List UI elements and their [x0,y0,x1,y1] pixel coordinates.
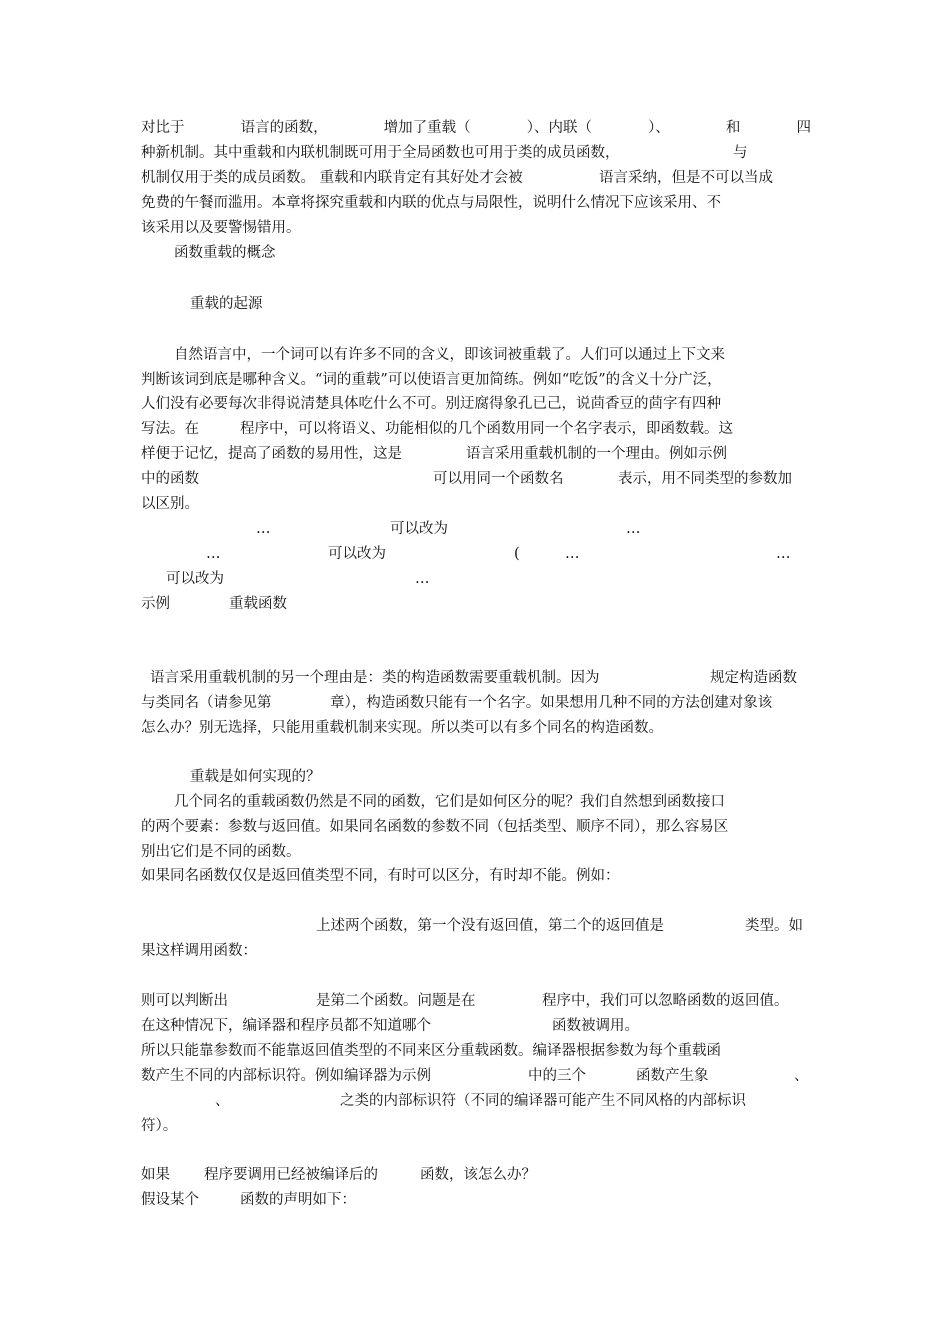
tail-line-2b: 函数的声明如下： [240,1192,356,1208]
impl-line-10b: 中的三个 [528,1068,586,1084]
tail-line-2a: 假设某个 [141,1192,199,1208]
code-change-label: 可以改为 [166,571,224,587]
heading-overload-implementation: 重载是如何实现的？ [190,769,321,785]
ctor-line-1a: 语言采用重载机制的另一个理由是：类的构造函数需要重载机制。因为 [150,670,600,686]
origin-line-5b: 语言采用重载机制的一个理由。例如示例 [466,446,727,462]
impl-line-7c: 程序中，我们可以忽略函数的返回值。 [542,993,789,1009]
impl-line-5a: 上述两个函数，第一个没有返回值，第二个的返回值是 [316,918,664,934]
impl-line-10a: 数产生不同的内部标识符。例如编译器为示例 [141,1068,431,1084]
intro-line-3a: 机制仅用于类的成员函数。 重载和内联肯定有其好处才会被 [141,170,523,186]
text-segment: 四 [796,120,811,136]
code-change-label: 可以改为 [328,546,386,562]
origin-line-5a: 样便于记忆，提高了函数的易用性，这是 [141,446,402,462]
impl-line-4: 如果同名函数仅仅是返回值类型不同，有时可以区分，有时却不能。例如： [141,868,620,884]
tail-line-1c: 函数，该怎么办？ [420,1167,536,1183]
intro-line-2a: 种新机制。其中重载和内联机制既可用于全局函数也可用于类的成员函数， [141,145,620,161]
impl-line-3: 别出它们是不同的函数。 [141,844,301,860]
tail-line-1a: 如果 [141,1167,170,1183]
origin-line-8: 以区别。 [141,496,199,512]
ctor-line-1b: 规定构造函数 [710,670,797,686]
code-ellipsis: … [626,521,641,537]
intro-line-3b: 语言采纳，但是不可以当成 [599,170,773,186]
impl-line-5b: 类型。如 [745,918,803,934]
intro-line-2b: 与 [733,145,748,161]
intro-line-4: 免费的午餐而滥用。本章将探究重载和内联的优点与局限性，说明什么情况下应该采用、不 [141,195,721,211]
example-caption-label: 示例 [141,596,170,612]
text-segment: 增加了重载（ [383,120,471,136]
text-segment: ）、 [648,120,670,136]
impl-line-2: 的两个要素：参数与返回值。如果同名函数的参数不同（包括类型、顺序不同），那么容易区 [141,819,729,835]
code-ellipsis: … [776,546,791,562]
code-ellipsis: … [206,546,221,562]
impl-line-11b: 之类的内部标识符（不同的编译器可能产生不同风格的内部标识 [340,1093,746,1109]
impl-line-12: 符）。 [141,1118,178,1134]
heading-overload-origin: 重载的起源 [190,296,263,312]
intro-line-5: 该采用以及要警惕错用。 [141,220,301,236]
text-segment: 语言的函数， [240,120,328,136]
origin-line-7a: 可以用同一个函数名 [433,471,564,487]
impl-line-11a: 、 [215,1093,230,1109]
impl-line-7a: 则可以判断出 [141,993,228,1009]
text-segment: 对比于 [141,120,185,136]
impl-line-1: 几个同名的重载函数仍然是不同的函数，它们是如何区分的呢？我们自然想到函数接口 [174,794,725,810]
origin-line-4a: 写法。在 [141,421,199,437]
code-ellipsis: … [256,521,271,537]
origin-line-7b: 表示，用不同类型的参数加 [618,471,792,487]
text-segment: 和 [725,120,741,136]
impl-line-9: 所以只能靠参数而不能靠返回值类型的不同来区分重载函数。编译器根据参数为每个重载函 [141,1043,721,1059]
origin-line-6: 中的函数 [141,471,199,487]
text-segment: ）、内联（ [526,120,592,136]
impl-line-7b: 是第二个函数。问题是在 [316,993,476,1009]
example-caption-title: 重载函数 [229,596,287,612]
impl-line-6: 果这样调用函数： [141,943,257,959]
tail-line-1b: 程序要调用已经被编译后的 [204,1167,378,1183]
impl-line-8a: 在这种情况下，编译器和程序员都不知道哪个 [141,1018,431,1034]
ctor-line-2a: 与类同名（请参见第 [141,695,272,711]
code-ellipsis: … [565,546,580,562]
code-paren: ( [514,546,520,562]
origin-line-1: 自然语言中，一个词可以有许多不同的含义，即该词被重载了。人们可以通过上下文来 [174,347,725,363]
impl-line-10c: 函数产生象 [636,1068,709,1084]
origin-line-2: 判断该词到底是哪种含义。“词的重载”可以使语言更加简练。例如“吃饭”的含义十分广泛， [141,372,722,388]
ctor-line-3: 怎么办？别无选择，只能用重载机制来实现。所以类可以有多个同名的构造函数。 [141,720,663,736]
origin-line-3: 人们没有必要每次非得说清楚具体吃什么不可。别迂腐得象孔已己，说茴香豆的茴字有四种 [141,396,721,412]
impl-line-8b: 函数被调用。 [552,1018,639,1034]
code-ellipsis: … [415,571,430,587]
origin-line-4b: 程序中，可以将语义、功能相似的几个函数用同一个名字表示，即函数载。这 [240,421,733,437]
heading-function-overload-concept: 函数重载的概念 [174,245,276,261]
ctor-line-2b: 章），构造函数只能有一个名字。如果想用几种不同的方法创建对象该 [330,695,773,711]
intro-line-1 [141,118,811,138]
code-change-label: 可以改为 [390,521,448,537]
impl-line-10d: 、 [794,1068,809,1084]
